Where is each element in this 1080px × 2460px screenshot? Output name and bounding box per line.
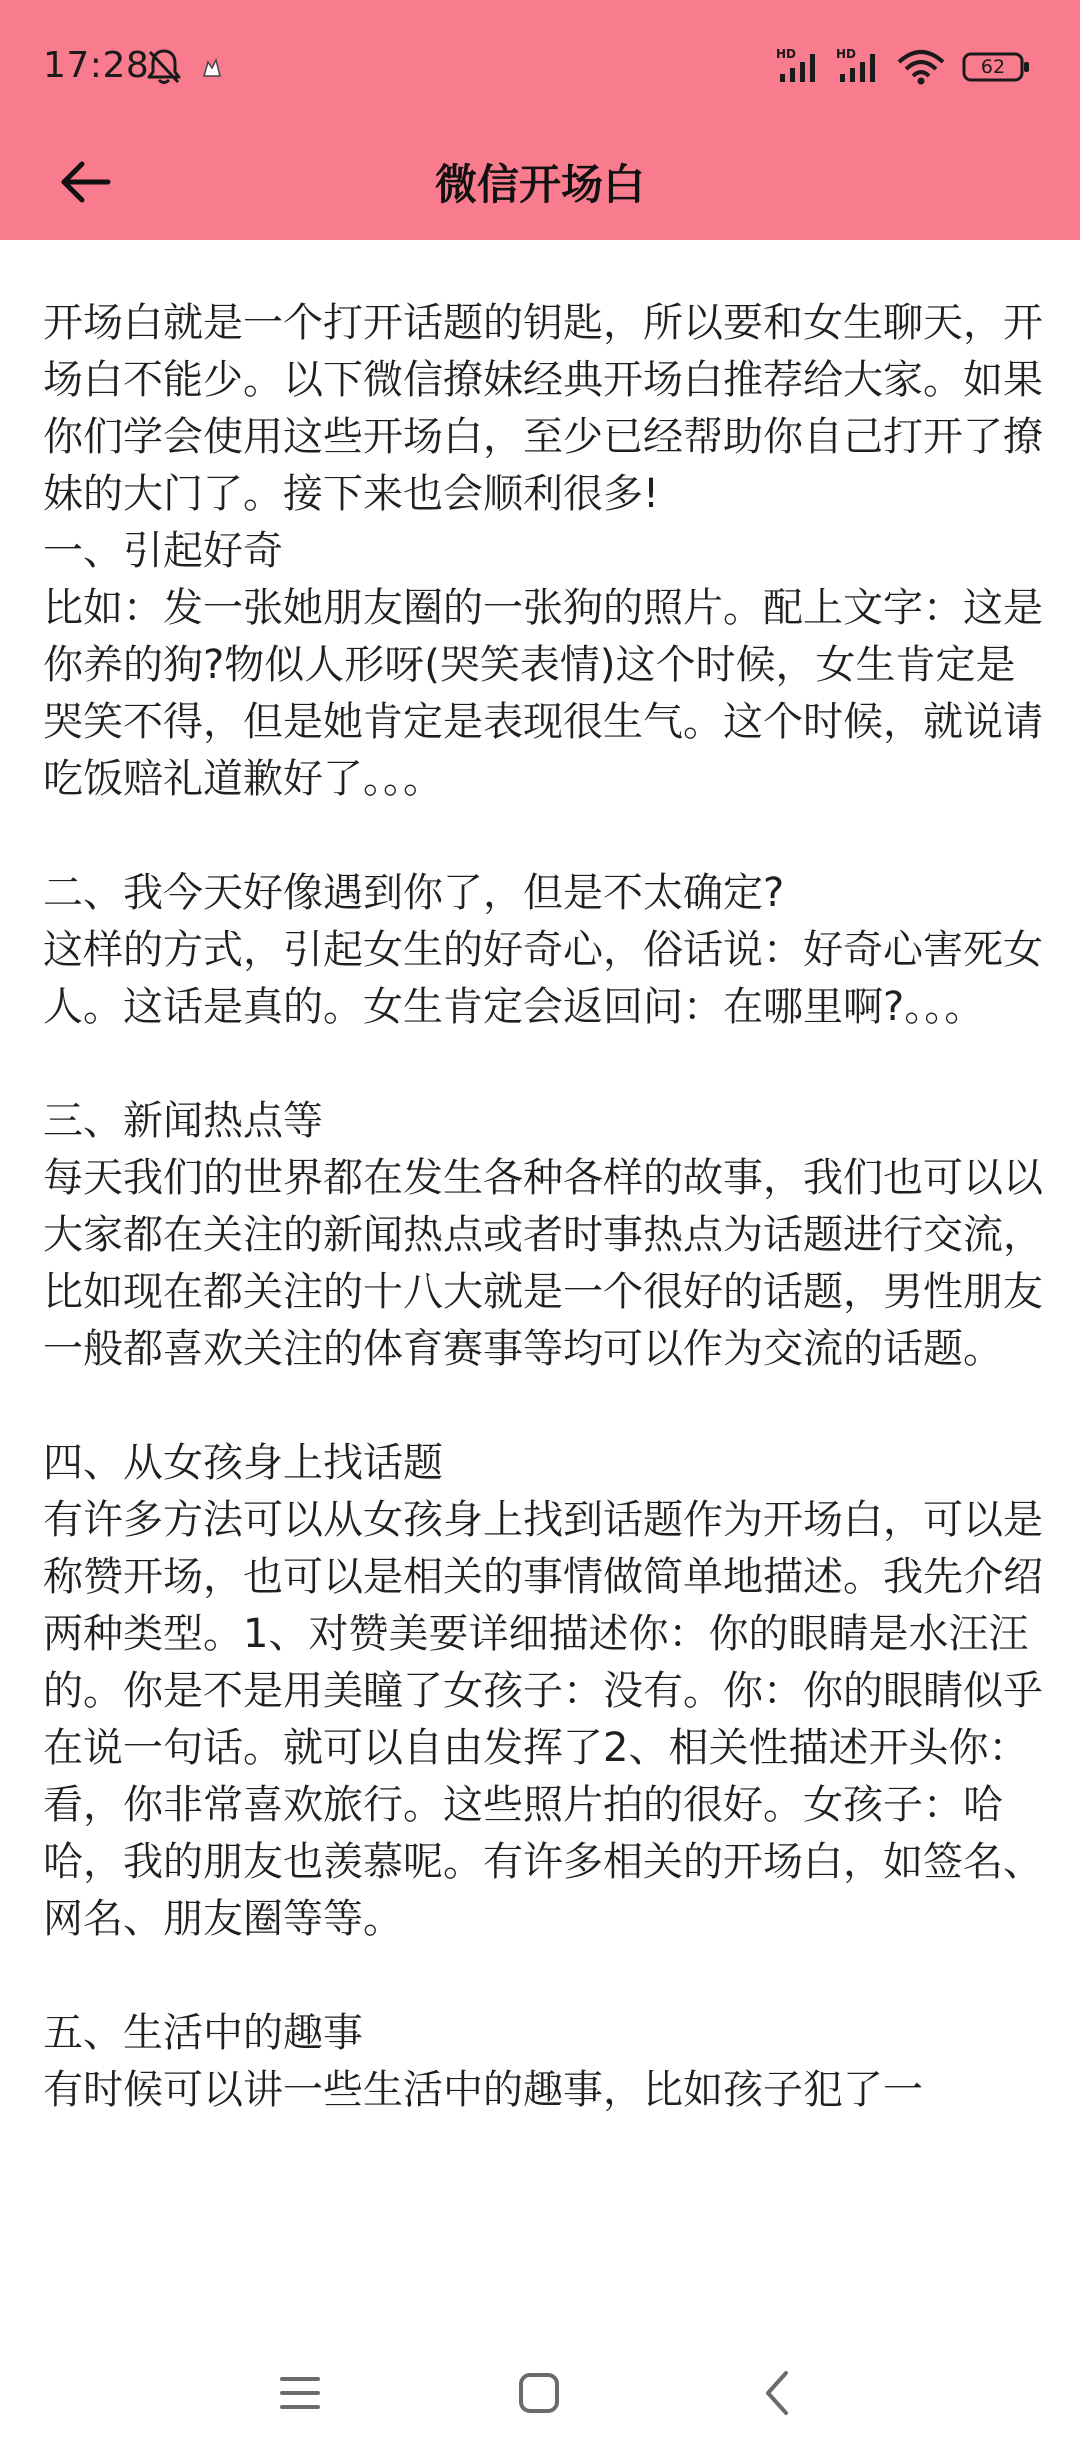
app-bar	[0, 130, 1080, 240]
hd-signal-icon	[776, 46, 826, 90]
app-notification-icon	[200, 56, 224, 84]
svg-text:HD: HD	[836, 47, 857, 61]
menu-button[interactable]	[255, 2360, 345, 2430]
bell-muted-icon	[146, 48, 182, 90]
battery-level: 62	[980, 56, 1006, 78]
header-area	[0, 0, 1080, 240]
navigation-bar	[0, 2330, 1080, 2460]
system-back-button[interactable]	[733, 2360, 823, 2430]
page-title: 微信开场白	[434, 160, 645, 209]
wifi-icon	[896, 48, 946, 90]
svg-text:HD: HD	[776, 47, 797, 61]
home-square-icon	[517, 2371, 561, 2419]
back-chevron-icon	[760, 2369, 796, 2421]
status-bar	[0, 0, 1080, 130]
menu-icon	[278, 2373, 322, 2417]
home-button[interactable]	[494, 2360, 584, 2430]
status-time: 17:28	[43, 45, 150, 86]
article-body: 开场白就是一个打开话题的钥匙，所以要和女生聊天，开场白不能少。以下微信撩妹经典开场白推荐给大家。如果你们学会使用这些开场白，至少已经帮助你自己打开了撩妹的大门了。接下来也会顺利很多! 一、引起好奇 比如：发一张她朋友圈的一张狗的照片。配上文字：这是你养的狗?物似人形呀(哭笑表情)这个时候，女生肯定是哭笑不得，但是她肯定是表现很生气。这个时候，就说请吃饭赔礼道歉好了。。。 二、我今天好像遇到你了，但是不太确定? 这样的方式，引起女生的好奇心，俗话说：好奇心害死女人。这话是真的。女生肯定会返回问：在哪里啊?。。。 三、新闻热点等 每天我们的世界都在发生各种各样的故事，我们也可以以大家都在关注的新闻热点或者时事热点为话题进行交流，比如现在都关注的十八大就是一个很好的话题，男性朋友一般都喜欢关注的体育赛事等均可以作为交流的话题。 四、从女孩身上找话题 有许多方法可以从女孩身上找到话题作为开场白，可以是称赞开场，也可以是相关的事情做简单地描述。我先介绍两种类型。1、对赞美要详细描述你：你的眼睛是水汪汪的。你是不是用美瞳了女孩子：没有。你：你的眼睛似乎在说一句话。就可以自由发挥了2、相关性描述开头你：看，你非常喜欢旅行。这些照片拍的很好。女孩子：哈哈，我的朋友也羡慕呢。有许多相关的开场白，如签名、网名、朋友圈等等。 五、生活中的趣事 有时候可以讲一些生活中的趣事，比如孩子犯了一	[43, 300, 1043, 2113]
hd-signal-icon	[836, 46, 886, 90]
